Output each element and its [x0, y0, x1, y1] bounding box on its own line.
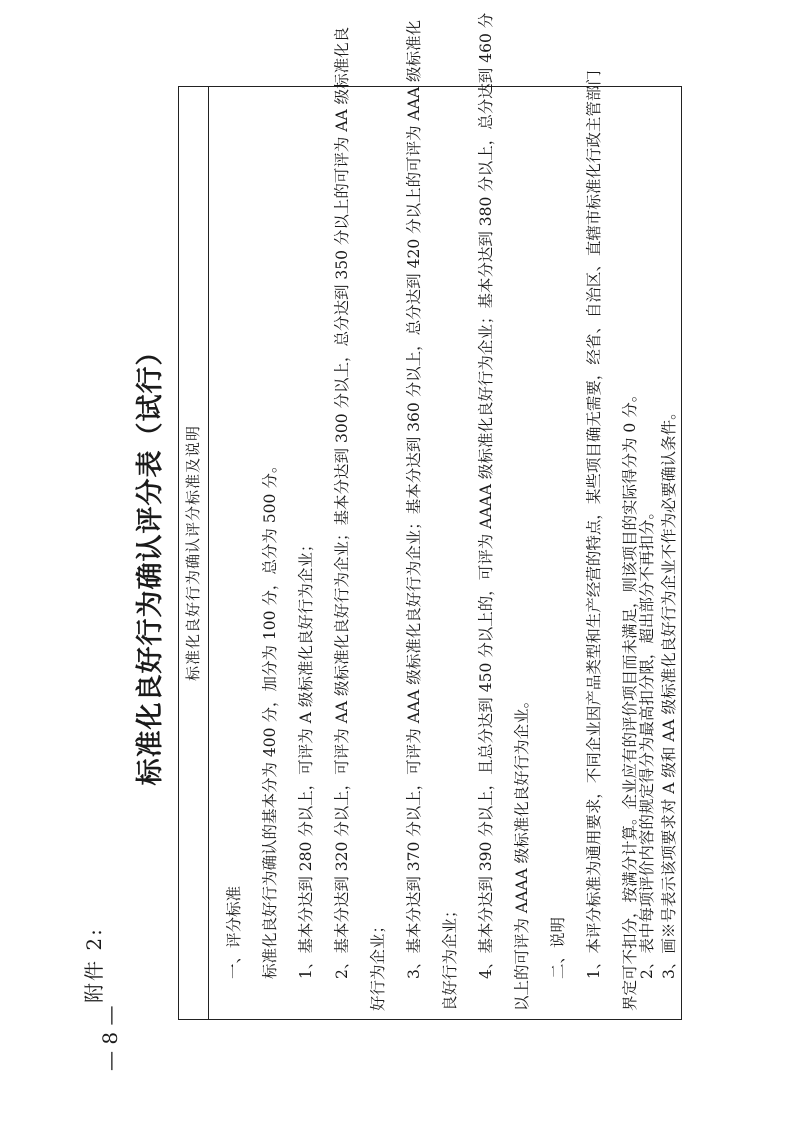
criteria-item-2: 2、基本分达到 320 分以上，可评为 AA 级标准化良好行为企业；基本分达到 300 分以上，总分达到 350 分以上的可评为 AA 级标准化良 — [333, 26, 351, 979]
note-item-2: 2、表中每项评价内容的规定得分为最高扣分限，超出部分不再扣分。 — [638, 504, 656, 979]
criteria-item-3: 3、基本分达到 370 分以上，可评为 AAA 级标准化良好行为企业；基本分达到 360 分以上，总分达到 420 分以上的可评为 AAA 级标准化 — [405, 19, 423, 979]
note-item-1: 1、本评分标准为通用要求，不同企业因产品类型和生产经营的特点，某些项目确无需要，经省、自治区、直辖市标准化行政主管部门 — [585, 70, 603, 979]
document-title: 标准化良好行为确认评分表（试行） — [135, 337, 166, 786]
scoring-table — [178, 12, 682, 1020]
note-item-1-cont: 界定可不扣分，按满分计算。企业应有的评价项目而未满足，则该项目的实际得分为 0 分。 — [621, 386, 639, 1011]
section-heading-scoring-criteria: 一、评分标准 — [225, 885, 243, 979]
table-header: 标准化良好行为确认评分标准及说明 — [179, 87, 209, 1019]
criteria-item-1: 1、基本分达到 280 分以上，可评为 A 级标准化良好行为企业； — [297, 536, 315, 979]
page-number: — 8 — — [98, 1005, 122, 1071]
criteria-item-4-cont: 以上的可评为 AAAA 级标准化良好行为企业。 — [513, 692, 531, 1011]
criteria-intro: 标准化良好行为确认的基本分为 400 分，加分为 100 分，总分为 500 分。 — [261, 457, 279, 979]
criteria-item-3-cont: 良好行为企业； — [441, 902, 459, 1011]
annex-label: 附件 2: — [82, 927, 106, 1003]
note-item-3: 3、画※号表示该项要求对 A 级和 AA 级标准化良好行为企业不作为必要确认条件。 — [660, 404, 678, 979]
criteria-item-4: 4、基本分达到 390 分以上，且总分达到 450 分以上的，可评为 AAAA 级标准化良好行为企业；基本分达到 380 分以上，总分达到 460 分 — [477, 12, 495, 979]
criteria-item-2-cont: 好行为企业； — [369, 917, 387, 1011]
section-heading-notes: 二、说明 — [549, 916, 567, 979]
